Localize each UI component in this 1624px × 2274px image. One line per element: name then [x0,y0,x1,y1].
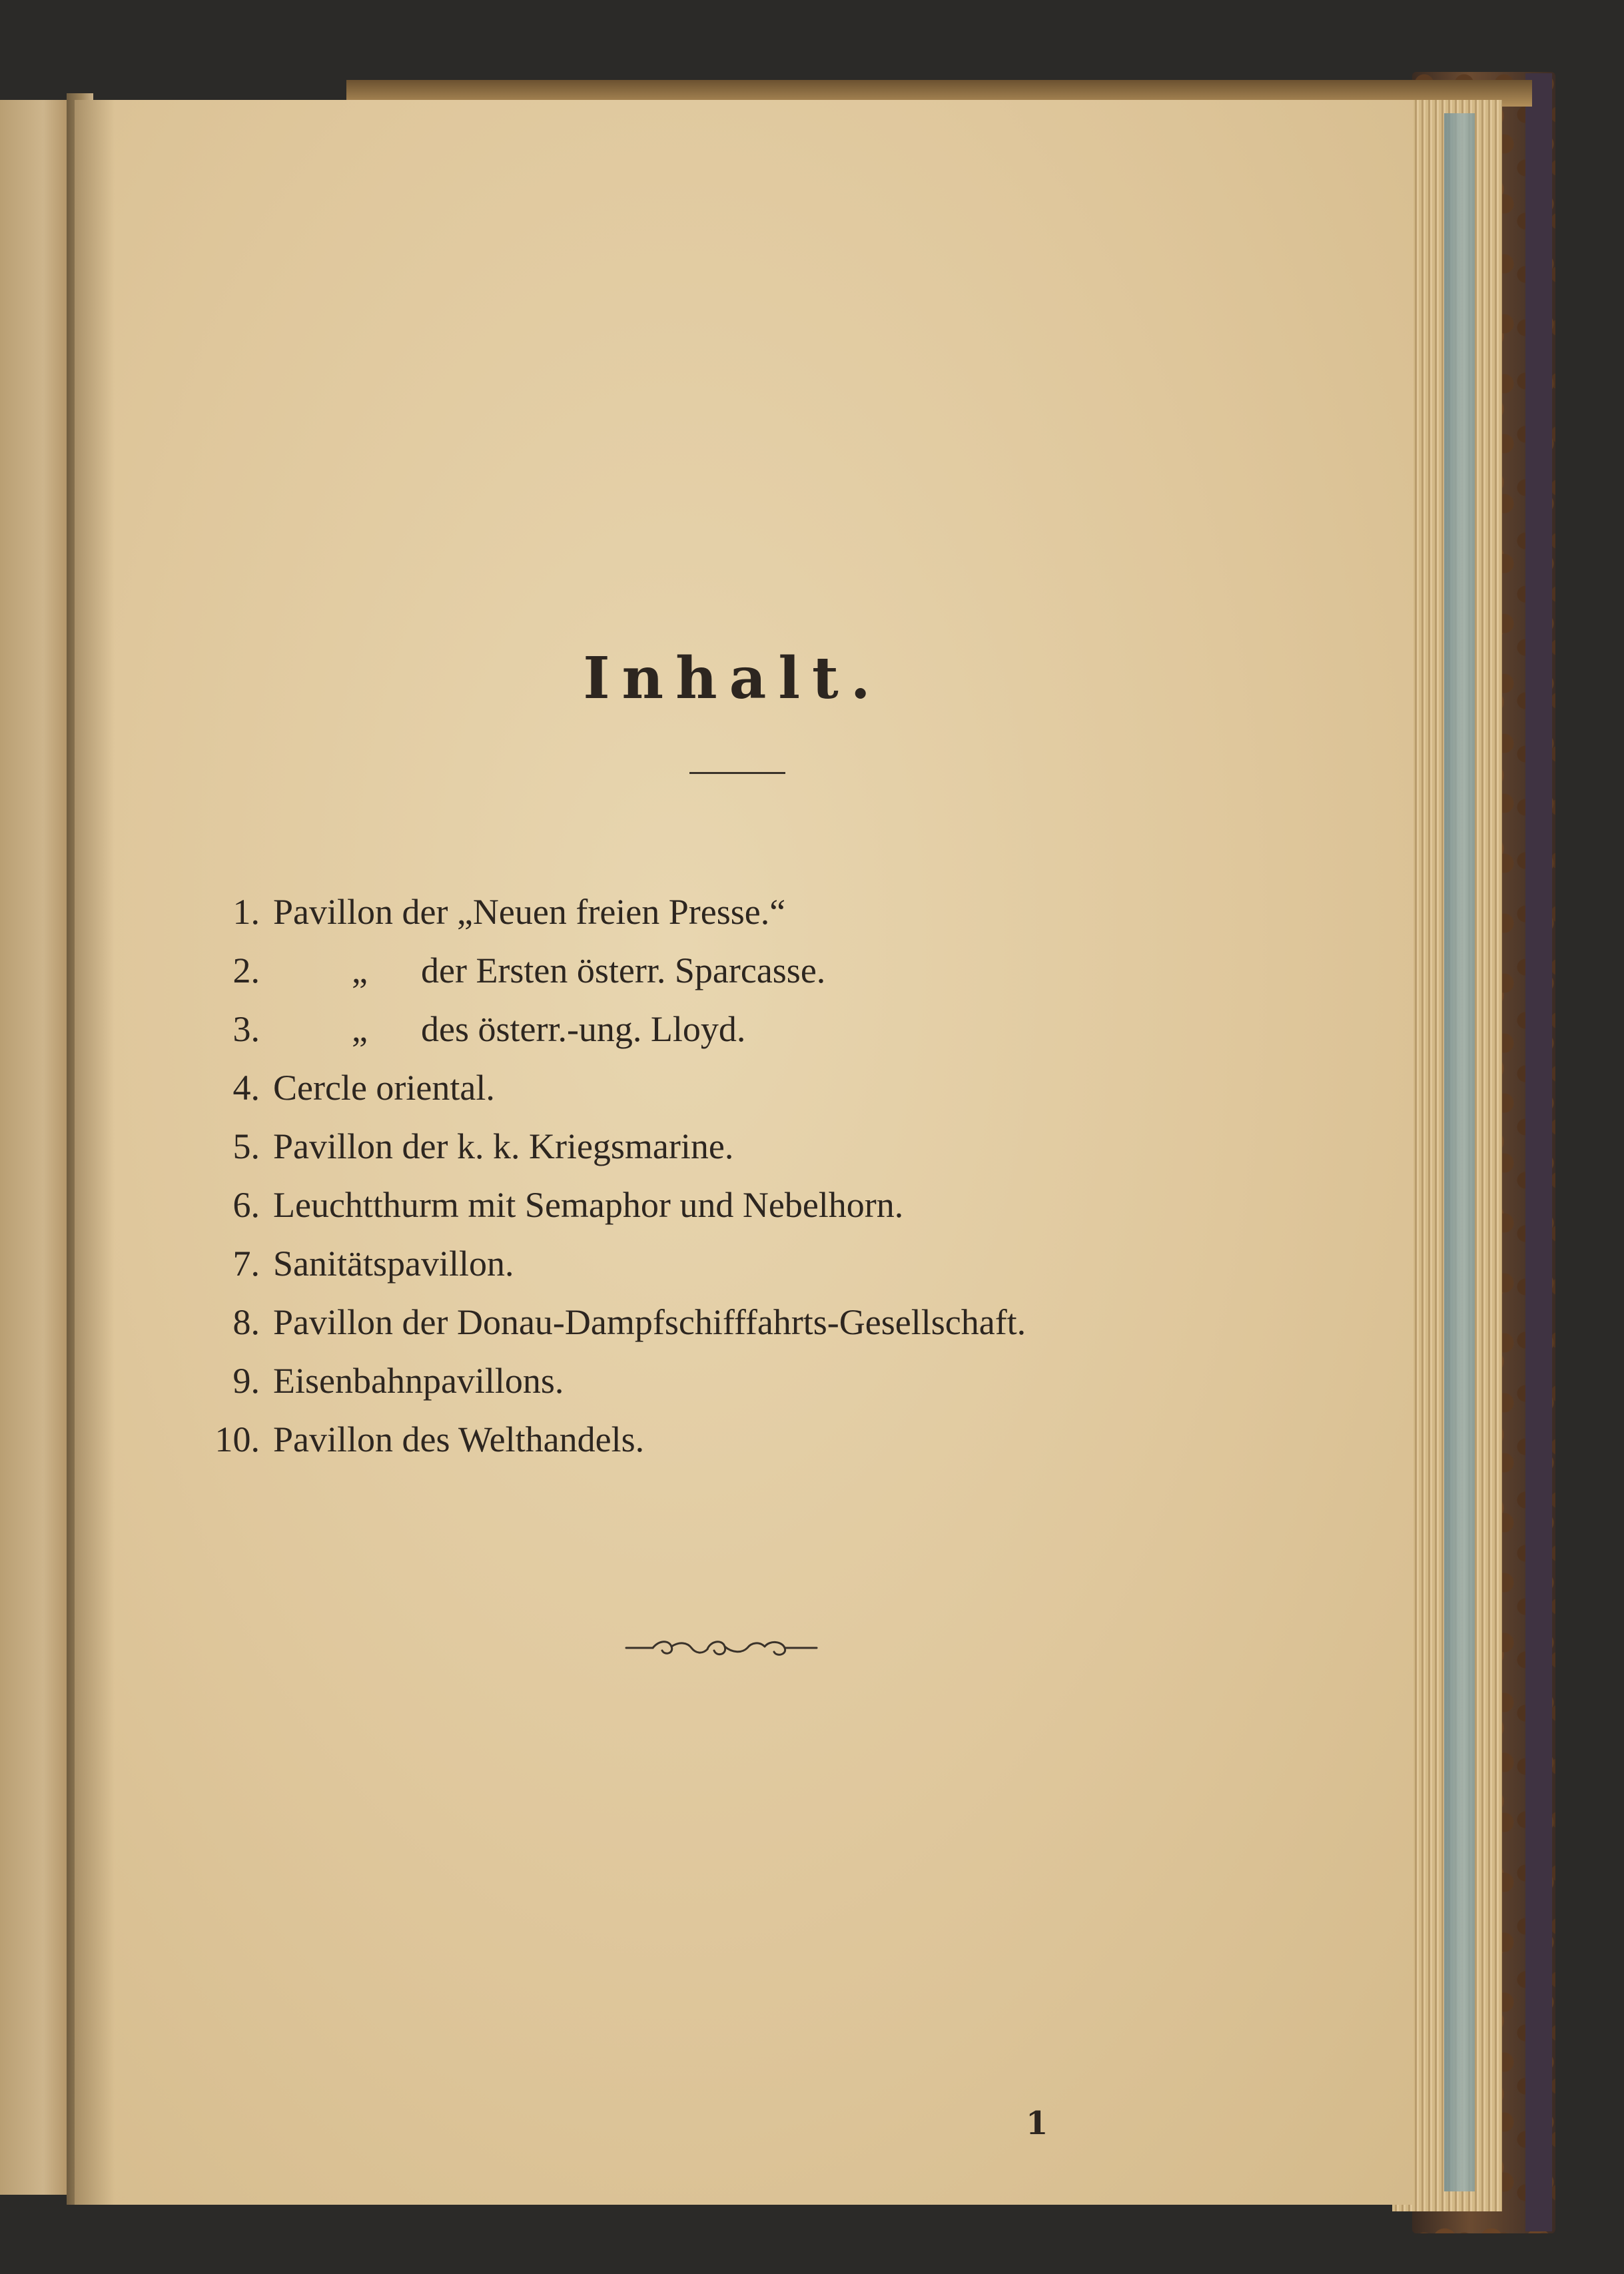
toc-item [187,941,1186,1000]
table-of-contents [187,883,1186,1469]
toc-item-number: 8. [232,1302,260,1342]
toc-item-number: 5. [232,1126,260,1166]
toc-item [187,1058,1186,1117]
toc-item-number: 6. [232,1185,260,1225]
toc-item-text: Leuchtthurm mit Semaphor und Nebelhorn. [273,1185,904,1225]
toc-item-number: 9. [232,1361,260,1401]
ditto-mark: „ [352,950,368,990]
page-shadow [75,100,115,2205]
toc-item [187,1176,1186,1234]
toc-item-number: 1. [232,892,260,932]
toc-item [187,883,1186,941]
toc-item [187,1293,1186,1351]
toc-item-text: Sanitätspavillon. [273,1244,514,1284]
toc-item-number: 7. [232,1244,260,1284]
page-edge-marker [1444,113,1475,2191]
toc-item-number: 2. [232,950,260,990]
toc-item-text: Pavillon der k. k. Kriegsmarine. [273,1126,734,1166]
toc-item [187,1117,1186,1176]
toc-item-text: Cercle oriental. [273,1068,495,1108]
ornamental-divider-icon [625,1633,818,1663]
binding-band [1525,73,1552,2231]
toc-item-number: 4. [232,1068,260,1108]
toc-item [187,1410,1186,1469]
title-rule [689,772,785,774]
page-number: 1 [1026,2105,1048,2142]
toc-item-number: 3. [232,1009,260,1049]
toc-item [187,1351,1186,1410]
toc-item-text: Pavillon der Donau-Dampfschifffahrts-Gesellschaft. [273,1302,1026,1342]
toc-item-text: des österr.-ung. Lloyd. [421,1009,746,1049]
page-title: Inhalt. [583,645,883,712]
toc-item-text: Pavillon des Welthandels. [273,1419,645,1459]
toc-item-text: Pavillon der „Neuen freien Presse.“ [273,892,786,932]
toc-item [187,1000,1186,1058]
toc-item-text: der Ersten österr. Sparcasse. [421,950,826,990]
toc-item-text: Eisenbahnpavillons. [273,1361,564,1401]
ditto-mark: „ [352,1009,368,1049]
toc-item [187,1234,1186,1293]
toc-item-number: 10. [214,1419,260,1459]
